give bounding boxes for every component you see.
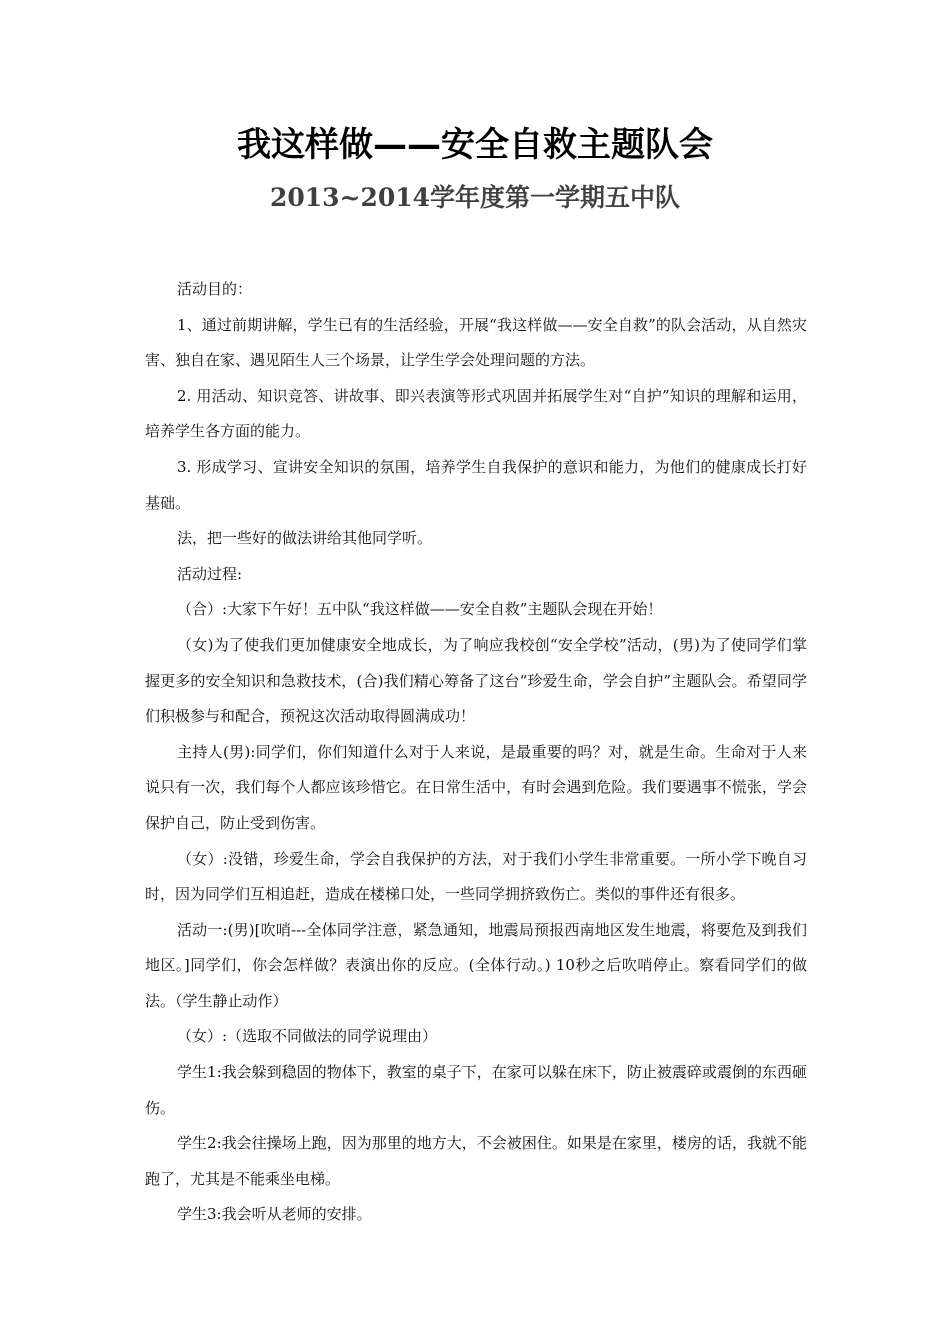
document-title: 我这样做——安全自救主题队会 xyxy=(237,125,713,165)
paragraph-introduction: （女)为了使我们更加健康安全地成长，为了响应我校创“安全学校”活动，(男)为了使同学们掌握更多的安全知识和急救技术，(合)我们精心筹备了这台“珍爱生命，学会自护”主题队会。希望同学们积极参与和配合，预祝这次活动取得圆满成功！ xyxy=(145,635,807,726)
document-subtitle: 2013~2014学年度第一学期五中队 xyxy=(269,183,681,212)
paragraph-student-3: 学生3:我会听从老师的安排。 xyxy=(177,1205,372,1224)
paragraph-purpose-3: 3. 形成学习、宣讲安全知识的氛围，培养学生自我保护的意识和能力，为他们的健康成长打好基础。 xyxy=(145,457,807,512)
paragraph-student-1: 学生1:我会躲到稳固的物体下，教室的桌子下，在家可以躲在床下，防止被震碎或震倒的东西砸伤。 xyxy=(145,1063,807,1117)
paragraph-opening: （合）:大家下午好！五中队“我这样做——安全自救”主题队会现在开始！ xyxy=(177,600,663,619)
paragraph-process-heading: 活动过程: xyxy=(177,564,243,583)
paragraph-host-male: 主持人(男):同学们，你们知道什么对于人来说，是最重要的吗？对，就是生命。生命对于人来说只有一次，我们每个人都应该珍惜它。在日常生活中，有时会遇到危险。我们要遇事不慌张，学会保护自己，防止受到伤害。 xyxy=(145,742,807,832)
paragraph-purpose-2: 2. 用活动、知识竞答、讲故事、即兴表演等形式巩固并拓展学生对“自护”知识的理解和运用，培养学生各方面的能力。 xyxy=(145,386,807,441)
paragraph-host-female: （女）:没错，珍爱生命，学会自我保护的方法，对于我们小学生非常重要。一所小学下晚自习时，因为同学们互相追赶，造成在楼梯口处，一些同学拥挤致伤亡。类似的事件还有很多。 xyxy=(145,849,807,904)
paragraph-female-reasons: （女）:（选取不同做法的同学说理由） xyxy=(177,1027,438,1046)
paragraph-fragment: 法，把一些好的做法讲给其他同学听。 xyxy=(177,529,433,548)
paragraph-purpose-1: 1、通过前期讲解，学生已有的生活经验，开展“我这样做——安全自救”的队会活动，从自然灾害、独自在家、遇见陌生人三个场景，让学生学会处理问题的方法。 xyxy=(145,315,807,370)
paragraph-student-2: 学生2:我会往操场上跑，因为那里的地方大，不会被困住。如果是在家里，楼房的话，我就不能跑了，尤其是不能乘坐电梯。 xyxy=(145,1134,807,1188)
document-body xyxy=(145,272,807,1233)
paragraph-purpose-heading: 活动目的： xyxy=(177,280,253,298)
paragraph-activity-one: 活动一:(男)[吹哨---全体同学注意，紧急通知，地震局预报西南地区发生地震，将要危及到我们地区。]同学们，你会怎样做？表演出你的反应。(全体行动。) 10秒之后吹哨停止。察看同学们的做法。（学生静止动作） xyxy=(145,920,807,1010)
